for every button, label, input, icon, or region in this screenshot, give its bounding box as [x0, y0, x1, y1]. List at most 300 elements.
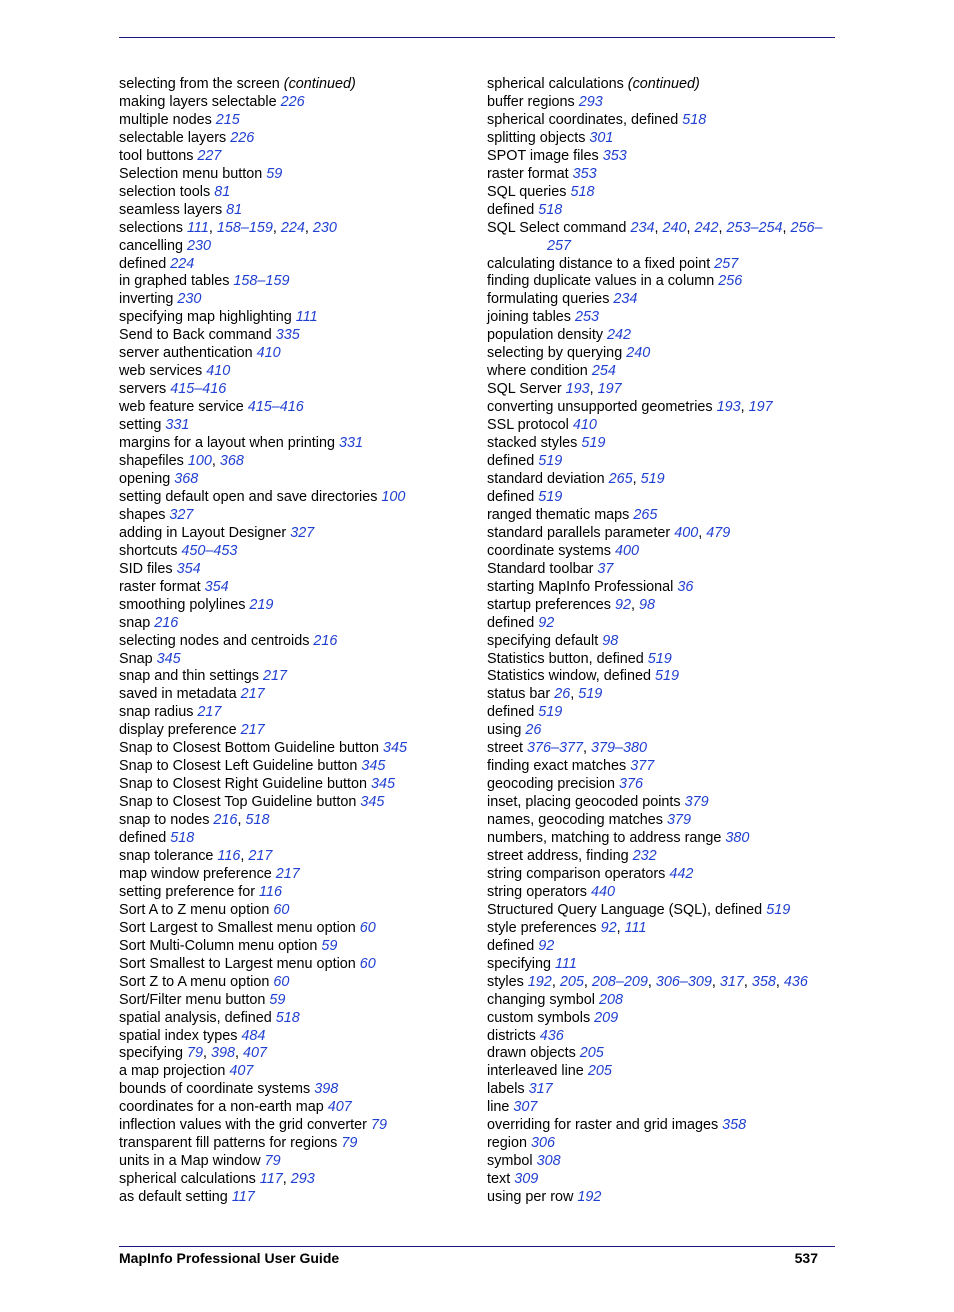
index-entry [119, 902, 469, 920]
index-entry [119, 776, 469, 794]
index-entry [119, 579, 469, 597]
page-reference-link[interactable]: 226 [230, 129, 255, 146]
page-reference-link[interactable]: 192 [577, 1189, 602, 1206]
page-reference-link[interactable]: 224 [170, 255, 195, 272]
page-reference-link[interactable]: 309 [514, 1171, 539, 1188]
index-entry [487, 130, 835, 148]
index-term: defined [487, 201, 535, 218]
index-column-left [119, 76, 469, 1207]
index-term: defined [487, 937, 535, 954]
index-term: defined [487, 488, 535, 505]
index-entry [487, 417, 835, 435]
page-reference-link[interactable]: 242 [607, 327, 632, 344]
index-term: opening [119, 470, 171, 487]
index-term: spatial index types [119, 1027, 238, 1044]
page-reference-link[interactable]: 92 [600, 919, 617, 936]
page-reference-link[interactable]: 398 [211, 1045, 236, 1062]
index-term: joining tables [487, 309, 572, 326]
index-term: setting default open and save directories [119, 488, 378, 505]
index-term: selections [119, 219, 183, 236]
index-entry: SQL Server 193, 197 [487, 381, 622, 398]
page-reference-link[interactable]: 197 [597, 381, 622, 398]
index-entry [487, 1028, 835, 1046]
index-entry: startup preferences 92, 98 [487, 596, 656, 613]
index-entry [487, 938, 835, 956]
index-term: Sort Smallest to Largest menu option [119, 955, 356, 972]
page-reference-link[interactable]: 230 [187, 237, 212, 254]
page-reference-link[interactable]: 519 [538, 488, 563, 505]
index-entry: standard deviation 265, 519 [487, 470, 665, 487]
index-entry [487, 830, 835, 848]
page-reference-link[interactable]: 253 [575, 309, 600, 326]
index-entry [487, 579, 835, 597]
page-reference-link[interactable]: 79 [341, 1135, 358, 1152]
page-reference-link[interactable]: 217 [240, 686, 265, 703]
page-reference-link[interactable]: 254 [591, 363, 616, 380]
page-reference-link[interactable]: 193 [565, 381, 590, 398]
page-reference-link[interactable]: 116 [217, 847, 241, 864]
index-entry [119, 273, 469, 291]
index-entry [487, 866, 835, 884]
page-reference-link[interactable]: 345 [371, 776, 396, 793]
index-entry [119, 309, 469, 327]
page-reference-link[interactable]: 327 [169, 506, 194, 523]
page-reference-link[interactable]: 116 [259, 883, 282, 900]
index-entry [487, 273, 835, 291]
page-reference-link[interactable]: 440 [590, 883, 615, 900]
page-reference-link[interactable]: 353 [602, 147, 627, 164]
index-term: snap and thin settings [119, 668, 260, 685]
index-entry [119, 597, 469, 615]
page-reference-link[interactable]: 158–159 [233, 273, 290, 290]
page-reference-link[interactable]: 353 [572, 165, 597, 182]
index-term: SQL Server [487, 381, 562, 398]
index-entry [119, 1153, 469, 1171]
index-entry [487, 453, 835, 471]
page-reference-link[interactable]: 376–377 [527, 740, 584, 757]
index-entry [487, 435, 835, 453]
index-term: inset, placing geocoded points [487, 794, 681, 811]
index-entry [119, 435, 469, 453]
index-term: snap [119, 614, 151, 631]
page-reference-link[interactable]: 256–257 [547, 219, 823, 254]
page-reference-link[interactable]: 117 [231, 1189, 255, 1206]
page-reference-link[interactable]: 79 [264, 1153, 281, 1170]
index-term: Sort Z to A menu option [119, 973, 270, 990]
page-reference-link[interactable]: 60 [359, 919, 376, 936]
page-reference-link[interactable]: 224 [280, 219, 305, 236]
page-reference-link[interactable]: 111 [187, 219, 209, 236]
page-reference-link[interactable]: 379 [667, 812, 692, 829]
index-term: map window preference [119, 865, 272, 882]
index-term: saved in metadata [119, 686, 237, 703]
index-entry [119, 327, 469, 345]
index-term: spherical calculations [487, 76, 624, 92]
index-entry [119, 633, 469, 651]
page-reference-link[interactable]: 519 [578, 686, 603, 703]
index-term: tool buttons [119, 147, 194, 164]
index-term: bounds of coordinate systems [119, 1081, 311, 1098]
index-entry [487, 1045, 835, 1063]
index-term: Structured Query Language (SQL), defined [487, 901, 763, 918]
page-reference-link[interactable]: 519 [640, 470, 665, 487]
page-reference-link[interactable]: 368 [219, 453, 244, 470]
page-reference-link[interactable]: 358 [751, 973, 776, 990]
page-reference-link[interactable]: 479 [706, 524, 731, 541]
page-reference-link[interactable]: 407 [327, 1099, 352, 1116]
index-entry: style preferences 92, 111 [487, 919, 647, 936]
index-term: drawn objects [487, 1045, 576, 1062]
page-reference-link[interactable]: 215 [215, 111, 240, 128]
index-entry [487, 1153, 835, 1171]
page-reference-link[interactable]: 59 [321, 937, 338, 954]
index-term: SID files [119, 560, 173, 577]
index-term: buffer regions [487, 93, 575, 110]
index-term: coordinates for a non-earth map [119, 1099, 324, 1116]
page-reference-link[interactable]: 240 [662, 219, 687, 236]
page-reference-link[interactable]: 242 [694, 219, 719, 236]
index-term: districts [487, 1027, 536, 1044]
page-reference-link[interactable]: 98 [602, 632, 619, 649]
page-reference-link[interactable]: 92 [615, 596, 632, 613]
page-reference-link[interactable]: 436 [783, 973, 808, 990]
page-reference-link[interactable]: 60 [273, 973, 290, 990]
index-entry: shapefiles 100, 368 [119, 453, 244, 470]
page-reference-link[interactable]: 308 [536, 1153, 561, 1170]
index-entry [119, 184, 469, 202]
page-reference-link[interactable]: 354 [204, 578, 229, 595]
page-reference-link[interactable]: 192 [527, 973, 552, 990]
page-reference-link[interactable]: 26 [554, 686, 571, 703]
page-reference-link[interactable]: 227 [197, 147, 222, 164]
index-entry [119, 722, 469, 740]
page-reference-link[interactable]: 81 [226, 201, 243, 218]
index-term: servers [119, 381, 167, 398]
page-reference-link[interactable]: 345 [156, 650, 181, 667]
page-reference-link[interactable]: 518 [275, 1009, 300, 1026]
page-reference-link[interactable]: 117 [259, 1171, 283, 1188]
index-term: Send to Back command [119, 327, 272, 344]
page-reference-link[interactable]: 436 [539, 1027, 564, 1044]
index-term: text [487, 1171, 511, 1188]
index-term: server authentication [119, 345, 253, 362]
index-entry [487, 668, 835, 686]
index-term: raster format [119, 578, 201, 595]
index-term: units in a Map window [119, 1153, 261, 1170]
page-reference-link[interactable]: 81 [214, 183, 231, 200]
page-reference-link[interactable]: 484 [241, 1027, 266, 1044]
index-term: Snap to Closest Bottom Guideline button [119, 740, 379, 757]
page-reference-link[interactable]: 379–380 [591, 740, 648, 757]
index-entry [119, 363, 469, 381]
page-reference-link[interactable]: 407 [243, 1045, 268, 1062]
index-entry [487, 184, 835, 202]
page-reference-link[interactable]: 217 [248, 847, 273, 864]
index-term: seamless layers [119, 201, 223, 218]
page-reference-link[interactable]: 79 [370, 1117, 387, 1134]
page-reference-link[interactable]: 317 [719, 973, 744, 990]
page-reference-link[interactable]: 327 [290, 524, 315, 541]
page-reference-link[interactable]: 193 [716, 399, 741, 416]
index-entry [119, 76, 469, 94]
page-reference-link[interactable]: 232 [632, 847, 657, 864]
page-reference-link[interactable]: 518 [170, 830, 195, 847]
index-term: smoothing polylines [119, 596, 246, 613]
index-term: where condition [487, 363, 588, 380]
page-reference-link[interactable]: 265 [608, 470, 633, 487]
page-reference-link[interactable]: 301 [589, 129, 614, 146]
index-entry [119, 166, 469, 184]
page-reference-link[interactable]: 79 [187, 1045, 204, 1062]
index-term: selection tools [119, 183, 211, 200]
page-reference-link[interactable]: 205 [559, 973, 584, 990]
page-reference-link[interactable]: 230 [312, 219, 337, 236]
page-reference-link[interactable]: 379 [684, 794, 709, 811]
page-reference-link[interactable]: 209 [594, 1009, 619, 1026]
index-entry [119, 704, 469, 722]
index-entry [119, 256, 469, 274]
page-reference-link[interactable]: 240 [626, 345, 651, 362]
index-term: using [487, 722, 522, 739]
index-term: shapes [119, 506, 166, 523]
index-entry [487, 76, 835, 94]
page-reference-link[interactable]: 442 [669, 865, 694, 882]
page-reference-link[interactable]: 256 [718, 273, 743, 290]
index-term: line [487, 1099, 510, 1116]
index-term: Statistics window, defined [487, 668, 651, 685]
page-reference-link[interactable]: 519 [654, 668, 679, 685]
index-entry [487, 327, 835, 345]
index-term: string comparison operators [487, 865, 666, 882]
index-term: specifying [119, 1045, 183, 1062]
index-entry: street 376–377, 379–380 [487, 740, 648, 757]
page-reference-link[interactable]: 60 [273, 901, 290, 918]
page-reference-link[interactable]: 37 [597, 560, 614, 577]
index-term: in graphed tables [119, 273, 230, 290]
index-term: inverting [119, 291, 174, 308]
page-reference-link[interactable]: 293 [290, 1171, 315, 1188]
page-reference-link[interactable]: 111 [555, 955, 577, 972]
page-reference-link[interactable]: 208 [599, 991, 624, 1008]
index-term: setting [119, 417, 162, 434]
page-reference-link[interactable]: 226 [280, 93, 305, 110]
index-column-right [487, 76, 835, 1207]
page-reference-link[interactable]: 398 [314, 1081, 339, 1098]
page-reference-link[interactable]: 111 [295, 309, 318, 326]
index-term: Snap to Closest Right Guideline button [119, 776, 367, 793]
page-reference-link[interactable]: 92 [538, 614, 555, 631]
index-entry [487, 992, 835, 1010]
page-reference-link[interactable]: 265 [633, 506, 658, 523]
index-term: defined [487, 704, 535, 721]
page-reference-link[interactable]: 216 [213, 812, 238, 829]
index-entry [119, 507, 469, 525]
index-entry [487, 561, 835, 579]
page-reference-link[interactable]: 111 [624, 919, 647, 936]
page-reference-link[interactable]: 205 [587, 1063, 612, 1080]
page-reference-link[interactable]: 158–159 [216, 219, 273, 236]
index-entry [119, 1189, 469, 1207]
index-entry [487, 1063, 835, 1081]
page-reference-link[interactable]: 217 [240, 722, 265, 739]
index-entry: selections 111, 158–159, 224, 230 [119, 219, 337, 236]
index-entry [119, 1117, 469, 1135]
index-term: selectable layers [119, 129, 227, 146]
page-reference-link[interactable]: 410 [206, 363, 231, 380]
index-entry [119, 1081, 469, 1099]
index-entry [487, 1081, 835, 1099]
index-entry [119, 489, 469, 507]
index-entry [487, 202, 835, 220]
page-reference-link[interactable]: 234 [613, 291, 638, 308]
page-reference-link[interactable]: 415–416 [247, 399, 304, 416]
index-term: changing symbol [487, 991, 595, 1008]
page-reference-link[interactable]: 216 [313, 632, 338, 649]
index-entry [487, 758, 835, 776]
page-reference-link[interactable]: 60 [359, 955, 376, 972]
page-reference-link[interactable]: 217 [275, 865, 300, 882]
page-reference-link[interactable]: 400 [674, 524, 699, 541]
page-reference-link[interactable]: 59 [266, 165, 283, 182]
page-reference-link[interactable]: 208–209 [591, 973, 648, 990]
index-term: transparent fill patterns for regions [119, 1135, 338, 1152]
page-reference-link[interactable]: 519 [538, 704, 563, 721]
page-reference-link[interactable]: 216 [154, 614, 179, 631]
index-entry [119, 830, 469, 848]
index-term: finding duplicate values in a column [487, 273, 715, 290]
index-term: defined [487, 614, 535, 631]
page-reference-link[interactable]: 197 [748, 399, 773, 416]
page-reference-link[interactable]: 519 [647, 650, 672, 667]
index-term: selecting by querying [487, 345, 623, 362]
index-term: Statistics button, defined [487, 650, 644, 667]
index-term: Sort A to Z menu option [119, 901, 270, 918]
page-reference-link[interactable]: 59 [269, 991, 286, 1008]
page-reference-link[interactable]: 36 [677, 578, 694, 595]
index-entry [487, 776, 835, 794]
index-term: web feature service [119, 399, 244, 416]
index-term: snap to nodes [119, 812, 210, 829]
page-reference-link[interactable]: 354 [176, 560, 201, 577]
page-reference-link[interactable]: 230 [177, 291, 202, 308]
continued-label: (continued) [283, 76, 356, 92]
index-term: ranged thematic maps [487, 506, 630, 523]
index-term: Sort/Filter menu button [119, 991, 266, 1008]
page-reference-link[interactable]: 518 [682, 111, 707, 128]
index-term: specifying default [487, 632, 599, 649]
index-term: Sort Multi-Column menu option [119, 937, 318, 954]
page-reference-link[interactable]: 234 [630, 219, 655, 236]
index-term: geocoding precision [487, 776, 616, 793]
index-term: SQL Select command [487, 219, 627, 236]
index-entry [487, 1135, 835, 1153]
page-reference-link[interactable]: 331 [165, 417, 190, 434]
index-term: defined [119, 255, 167, 272]
page-reference-link[interactable]: 358 [722, 1117, 747, 1134]
page-number: 537 [794, 1250, 818, 1266]
page-reference-link[interactable]: 219 [249, 596, 274, 613]
page-reference-link[interactable]: 518 [570, 183, 595, 200]
page-reference-link[interactable]: 410 [256, 345, 281, 362]
index-term: snap tolerance [119, 847, 214, 864]
index-term: defined [119, 830, 167, 847]
index-term: SPOT image files [487, 147, 599, 164]
page-reference-link[interactable]: 345 [383, 740, 408, 757]
page-reference-link[interactable]: 519 [581, 435, 606, 452]
page-reference-link[interactable]: 217 [263, 668, 288, 685]
index-term: specifying [487, 955, 551, 972]
index-term: street [487, 740, 523, 757]
page-reference-link[interactable]: 217 [197, 704, 222, 721]
page-reference-link[interactable]: 368 [174, 470, 199, 487]
page-reference-link[interactable]: 519 [538, 453, 563, 470]
index-term: using per row [487, 1189, 574, 1206]
page-reference-link[interactable]: 205 [579, 1045, 604, 1062]
page-reference-link[interactable]: 345 [360, 794, 385, 811]
page-reference-link[interactable]: 335 [275, 327, 300, 344]
index-entry [487, 1171, 835, 1189]
page-reference-link[interactable]: 407 [229, 1063, 254, 1080]
page-reference-link[interactable]: 307 [513, 1099, 538, 1116]
index-term: as default setting [119, 1189, 228, 1206]
page-reference-link[interactable]: 518 [538, 201, 563, 218]
index-entry [119, 471, 469, 489]
page-reference-link[interactable]: 317 [528, 1081, 553, 1098]
index-term: string operators [487, 883, 587, 900]
index-entry [487, 291, 835, 309]
page-reference-link[interactable]: 306 [531, 1135, 556, 1152]
page-reference-link[interactable]: 400 [614, 542, 639, 559]
page-reference-link[interactable]: 92 [538, 937, 555, 954]
index-term: selecting from the screen [119, 76, 280, 92]
page-reference-link[interactable]: 257 [714, 255, 739, 272]
index-entry [119, 1099, 469, 1117]
page-reference-link[interactable]: 450–453 [181, 542, 238, 559]
index-term: Snap to Closest Left Guideline button [119, 758, 358, 775]
page-reference-link[interactable]: 98 [639, 596, 656, 613]
footer-rule [119, 1246, 835, 1247]
index-entry [487, 543, 835, 561]
page-reference-link[interactable]: 306–309 [655, 973, 712, 990]
page-reference-link[interactable]: 410 [572, 417, 597, 434]
page-reference-link[interactable]: 377 [630, 758, 655, 775]
index-term: raster format [487, 165, 569, 182]
index-term: Selection menu button [119, 165, 263, 182]
page-reference-link[interactable]: 519 [766, 901, 791, 918]
page-reference-link[interactable]: 380 [725, 830, 750, 847]
page-reference-link[interactable]: 415–416 [170, 381, 227, 398]
index-term: display preference [119, 722, 237, 739]
page-reference-link[interactable]: 293 [578, 93, 603, 110]
index-entry [487, 363, 835, 381]
index-entry [119, 1010, 469, 1028]
page-reference-link[interactable]: 518 [245, 812, 270, 829]
page-reference-link[interactable]: 26 [525, 722, 542, 739]
page-reference-link[interactable]: 100 [381, 488, 406, 505]
page-reference-link[interactable]: 345 [361, 758, 386, 775]
index-entry [119, 1063, 469, 1081]
page-reference-link[interactable]: 253–254 [726, 219, 783, 236]
page-reference-link[interactable]: 100 [187, 453, 212, 470]
index-entry [487, 345, 835, 363]
page-reference-link[interactable]: 331 [338, 435, 363, 452]
page-reference-link[interactable]: 376 [619, 776, 644, 793]
index-entry [487, 94, 835, 112]
index-entry [487, 256, 835, 274]
index-term: standard parallels parameter [487, 524, 671, 541]
index-entry [119, 668, 469, 686]
index-term: starting MapInfo Professional [487, 578, 674, 595]
